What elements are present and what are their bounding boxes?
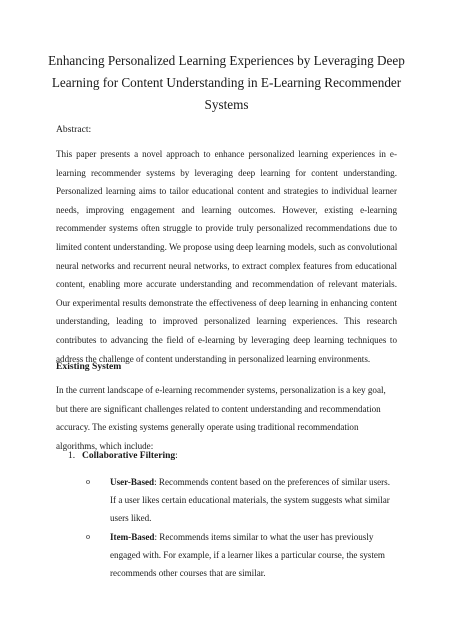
intro-line: accuracy. The existing systems generally operate using traditional recommendation (56, 422, 359, 433)
bullet-term: User-Based (110, 477, 155, 487)
bullet-line (110, 528, 385, 546)
abstract-line: needs, improving engagement and learning outcomes. However, existing e-learning (56, 204, 397, 215)
list-number: 1. (68, 451, 76, 461)
section-intro (56, 381, 401, 455)
bullet-item-user-based (86, 473, 390, 528)
abstract-line: recommender systems often struggle to provide truly personalized recommendations due to (56, 223, 397, 234)
bullet-line: recommends other courses that are similar. (110, 568, 266, 579)
abstract-line: Personalized learning aims to tailor educational content and strategies to individual learner (56, 186, 397, 197)
abstract-line: learning recommender systems by leveraging deep learning for content understanding. (56, 167, 397, 178)
abstract-label: Abstract: (56, 124, 92, 135)
intro-line: In the current landscape of e-learning recommender systems, personalization is a key goal, (56, 385, 386, 395)
bullet-line: users liked. (110, 513, 152, 524)
list-item-suffix: : (175, 451, 178, 461)
circle-bullet-icon: o (86, 532, 90, 541)
circle-bullet-icon: o (86, 477, 90, 486)
abstract-line: understanding, leading to improved personalized learning experiences. This research (56, 316, 397, 327)
abstract-line: address the challenge of content understanding in personalized learning environments. (56, 353, 371, 364)
paper-title (40, 50, 413, 116)
numbered-list-item (68, 451, 178, 461)
abstract-line: limited content understanding. We propose using deep learning models, such as convolutional (56, 241, 398, 252)
bullet-text: : Recommends content based on the preferences of similar users. (154, 477, 390, 487)
abstract-line: This paper presents a novel approach to enhance personalized learning experiences in e- (56, 149, 397, 159)
abstract-line: content, enabling more accurate understanding and recommendation of relevant materials. (56, 279, 397, 290)
bullet-line: If a user likes certain educational materials, the system suggests what similar (110, 495, 390, 506)
abstract-line: contributes to advancing the field of e-learning by leveraging deep learning techniques to (56, 334, 397, 345)
abstract-line: Our experimental results demonstrate the effectiveness of deep learning in enhancing content (56, 297, 397, 308)
bullet-text: : Recommends items similar to what the user has previously (154, 532, 374, 542)
title-line: Enhancing Personalized Learning Experiences by Leveraging Deep (48, 53, 405, 68)
intro-line: algorithms, which include: (56, 440, 154, 451)
title-line: Learning for Content Understanding in E-Learning Recommender (51, 75, 402, 90)
title-line: Systems (204, 97, 249, 112)
intro-line: but there are significant challenges related to content understanding and recommendation (56, 403, 381, 414)
abstract-line: neural networks and recurrent neural networks, to extract complex features from educational (56, 260, 397, 271)
bullet-line (110, 473, 390, 491)
abstract-body (56, 145, 397, 368)
bullet-item-item-based (86, 528, 385, 583)
list-item-label: Collaborative Filtering (82, 451, 176, 461)
bullet-line: engaged with. For example, if a learner likes a particular course, the system (110, 550, 385, 561)
section-heading: Existing System (56, 361, 122, 372)
bullet-term: Item-Based (110, 532, 155, 542)
